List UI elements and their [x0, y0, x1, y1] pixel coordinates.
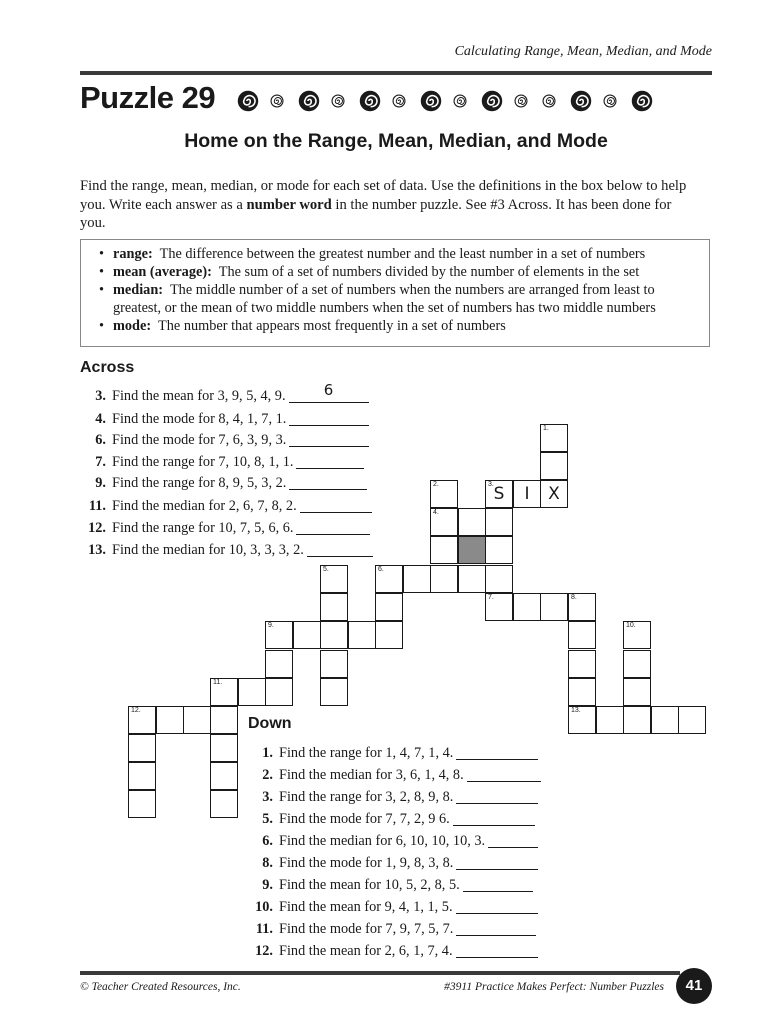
grid-cell[interactable]	[128, 790, 156, 818]
grid-cell[interactable]	[540, 480, 568, 508]
grid-cell[interactable]	[430, 565, 458, 593]
definition-item	[99, 317, 703, 335]
grid-cell[interactable]	[678, 706, 706, 734]
grid-cell[interactable]	[320, 621, 348, 649]
across-clue-13	[80, 541, 373, 559]
grid-cell[interactable]	[513, 480, 541, 508]
down-heading: Down	[248, 715, 292, 732]
clue-text: Find the median for 2, 6, 7, 8, 2.	[112, 498, 297, 514]
grid-cell[interactable]	[623, 621, 651, 649]
grid-cell[interactable]	[623, 678, 651, 706]
clue-number: 12.	[88, 520, 106, 536]
clue-number: 8.	[262, 855, 273, 871]
down-clue-2	[252, 766, 541, 784]
definition-text: The difference between the greatest number and the least number in a set of numbers	[159, 246, 646, 262]
clue-number: 2.	[262, 767, 273, 783]
clue-text: Find the mean for 9, 4, 1, 1, 5.	[279, 899, 453, 915]
across-clue-11	[80, 497, 372, 515]
clue-number: 1.	[262, 745, 273, 761]
swirl-large-icon	[631, 90, 653, 112]
definition-text: The middle number of a set of numbers when the numbers are arranged from least to greatest, or the mean of two middle numbers when the set of numbers has two middle numbers	[113, 282, 656, 316]
clue-number: 11.	[88, 498, 106, 514]
grid-cell[interactable]	[485, 536, 513, 564]
down-clue-12	[252, 942, 538, 960]
answer-blank[interactable]	[456, 942, 538, 958]
answer-blank[interactable]	[456, 898, 538, 914]
down-clue-9	[252, 876, 533, 894]
grid-cell[interactable]	[320, 650, 348, 678]
grid-cell[interactable]	[568, 678, 596, 706]
swirl-large-icon	[570, 90, 592, 112]
across-clue-4	[80, 410, 369, 428]
swirl-large-icon	[237, 90, 259, 112]
grid-cell[interactable]	[128, 706, 156, 734]
down-clue-6	[252, 832, 538, 850]
clue-number: 5.	[262, 811, 273, 827]
clue-text: Find the mean for 10, 5, 2, 8, 5.	[279, 877, 460, 893]
running-head: Calculating Range, Mean, Median, and Mode	[454, 44, 712, 59]
grid-cell[interactable]	[210, 734, 238, 762]
grid-cell[interactable]	[458, 508, 486, 536]
cell-number: 13.	[571, 707, 581, 714]
cell-number: 12.	[131, 707, 141, 714]
clue-number: 3.	[95, 388, 106, 404]
answer-blank[interactable]	[307, 541, 373, 557]
instructions-text-1: Find the range, mean, median, or mode for each set of data. Use the definitions in the box below to help you. Write each answer as a	[80, 178, 687, 213]
across-clue-12	[80, 519, 370, 537]
clue-text: Find the mean for 2, 6, 1, 7, 4.	[279, 943, 453, 959]
answer-blank[interactable]	[453, 810, 535, 826]
definitions-box	[80, 239, 710, 347]
grid-cell[interactable]	[238, 678, 266, 706]
definition-term: range:	[113, 246, 153, 262]
grid-cell[interactable]	[623, 706, 651, 734]
clue-text: Find the mode for 7, 7, 2, 9 6.	[279, 811, 450, 827]
grid-cell[interactable]	[375, 621, 403, 649]
answer-blank[interactable]	[289, 431, 369, 447]
grid-cell[interactable]	[375, 565, 403, 593]
grid-cell[interactable]	[568, 621, 596, 649]
clue-text: Find the mean for 3, 9, 5, 4, 9.	[112, 388, 286, 404]
across-clue-6	[80, 431, 369, 449]
grid-cell[interactable]	[403, 565, 431, 593]
cell-letter: I	[524, 484, 530, 504]
clue-text: Find the range for 7, 10, 8, 1, 1.	[112, 454, 294, 470]
shaded-cell	[458, 536, 486, 564]
clue-number: 9.	[95, 475, 106, 491]
grid-cell[interactable]	[458, 565, 486, 593]
answer-blank[interactable]	[289, 381, 369, 403]
swirl-small-icon	[603, 94, 617, 108]
grid-cell[interactable]	[540, 593, 568, 621]
definition-term: mode:	[113, 318, 152, 334]
top-rule	[80, 71, 712, 75]
answer-blank[interactable]	[300, 497, 372, 513]
down-clue-8	[252, 854, 538, 872]
grid-cell[interactable]	[320, 565, 348, 593]
definition-item	[99, 263, 703, 281]
cell-number: 3.	[488, 481, 494, 488]
answer-blank[interactable]	[289, 474, 367, 490]
down-clue-10	[252, 898, 538, 916]
clue-number: 6.	[95, 432, 106, 448]
down-clue-11	[252, 920, 536, 938]
grid-cell[interactable]	[540, 452, 568, 480]
cell-number: 1.	[543, 425, 549, 432]
instructions	[80, 177, 695, 233]
grid-cell[interactable]	[540, 424, 568, 452]
answer-blank[interactable]	[488, 832, 538, 848]
grid-cell[interactable]	[513, 593, 541, 621]
down-clue-1	[252, 744, 538, 762]
definitions-list	[81, 240, 709, 335]
grid-cell[interactable]	[568, 706, 596, 734]
page-subtitle: Home on the Range, Mean, Median, and Mode	[184, 130, 608, 152]
answer-blank[interactable]	[296, 453, 364, 469]
grid-cell[interactable]	[568, 593, 596, 621]
grid-cell[interactable]	[210, 706, 238, 734]
cell-number: 11.	[213, 679, 223, 686]
cell-number: 4.	[433, 509, 439, 516]
cell-letter: S	[493, 484, 505, 504]
answer-blank[interactable]	[456, 920, 536, 936]
swirl-large-icon	[481, 90, 503, 112]
grid-cell[interactable]	[128, 762, 156, 790]
grid-cell[interactable]	[348, 621, 376, 649]
grid-cell[interactable]	[568, 650, 596, 678]
clue-number: 13.	[88, 542, 106, 558]
swirl-small-icon	[453, 94, 467, 108]
cell-letter: X	[548, 484, 560, 504]
clue-number: 12.	[255, 943, 273, 959]
answer-blank[interactable]	[456, 854, 538, 870]
grid-cell[interactable]	[183, 706, 211, 734]
grid-cell[interactable]	[210, 762, 238, 790]
swirl-small-icon	[331, 94, 345, 108]
grid-cell[interactable]	[651, 706, 679, 734]
book-code: #3911 Practice Makes Perfect: Number Puzzles	[444, 981, 664, 993]
answer-blank[interactable]	[463, 876, 533, 892]
cell-number: 9.	[268, 622, 274, 629]
answer-blank[interactable]	[456, 744, 538, 760]
grid-cell[interactable]	[485, 593, 513, 621]
swirl-small-icon	[514, 94, 528, 108]
grid-cell[interactable]	[430, 508, 458, 536]
grid-cell[interactable]	[265, 650, 293, 678]
clue-number: 4.	[95, 411, 106, 427]
answer-blank[interactable]	[467, 766, 541, 782]
swirl-large-icon	[420, 90, 442, 112]
across-clue-9	[80, 474, 367, 492]
grid-cell[interactable]	[430, 480, 458, 508]
swirl-large-icon	[359, 90, 381, 112]
clue-number: 3.	[262, 789, 273, 805]
grid-cell[interactable]	[128, 734, 156, 762]
definition-item	[99, 281, 703, 317]
across-clue-3	[80, 381, 369, 405]
clue-text: Find the median for 6, 10, 10, 10, 3.	[279, 833, 486, 849]
grid-cell[interactable]	[293, 621, 321, 649]
clue-text: Find the range for 10, 7, 5, 6, 6.	[112, 520, 294, 536]
swirl-large-icon	[298, 90, 320, 112]
cell-number: 5.	[323, 566, 329, 573]
cell-number: 2.	[433, 481, 439, 488]
swirl-small-icon	[542, 94, 556, 108]
clue-text: Find the mode for 7, 9, 7, 5, 7.	[279, 921, 454, 937]
swirl-small-icon	[392, 94, 406, 108]
cell-number: 10.	[626, 622, 636, 629]
grid-cell[interactable]	[485, 565, 513, 593]
definition-text: The sum of a set of numbers divided by the number of elements in the set	[218, 264, 640, 280]
answer-blank[interactable]	[296, 519, 370, 535]
grid-cell[interactable]	[485, 480, 513, 508]
instructions-bold: number word	[246, 196, 332, 213]
clue-text: Find the median for 10, 3, 3, 3, 2.	[112, 542, 304, 558]
cell-number: 8.	[571, 594, 577, 601]
grid-cell[interactable]	[210, 790, 238, 818]
copyright: © Teacher Created Resources, Inc.	[80, 981, 241, 993]
clue-number: 10.	[255, 899, 273, 915]
definition-term: median:	[113, 282, 164, 298]
definition-term: mean (average):	[113, 264, 212, 280]
handwritten-answer: 6	[323, 381, 334, 399]
clue-text: Find the mode for 7, 6, 3, 9, 3.	[112, 432, 287, 448]
instructions-text-2: in the number puzzle. See #3 Across. It has been done for you.	[80, 196, 672, 231]
page-number-badge: 41	[676, 968, 712, 1004]
bottom-rule	[80, 971, 680, 975]
grid-cell[interactable]	[156, 706, 184, 734]
definition-item	[99, 245, 703, 263]
definition-text: The number that appears most frequently in a set of numbers	[158, 318, 506, 334]
answer-blank[interactable]	[456, 788, 538, 804]
grid-cell[interactable]	[375, 593, 403, 621]
down-clue-3	[252, 788, 538, 806]
grid-cell[interactable]	[430, 536, 458, 564]
clue-number: 7.	[95, 454, 106, 470]
across-clue-7	[80, 453, 364, 471]
grid-cell[interactable]	[485, 508, 513, 536]
clue-text: Find the range for 3, 2, 8, 9, 8.	[279, 789, 454, 805]
grid-cell[interactable]	[320, 678, 348, 706]
grid-cell[interactable]	[210, 678, 238, 706]
cell-number: 7.	[488, 594, 494, 601]
decorative-swirls	[237, 90, 664, 114]
grid-cell[interactable]	[320, 593, 348, 621]
clue-text: Find the range for 8, 9, 5, 3, 2.	[112, 475, 287, 491]
answer-blank[interactable]	[289, 410, 369, 426]
cell-number: 6.	[378, 566, 384, 573]
across-heading: Across	[80, 359, 135, 376]
clue-text: Find the mode for 1, 9, 8, 3, 8.	[279, 855, 454, 871]
grid-cell[interactable]	[596, 706, 624, 734]
swirl-small-icon	[270, 94, 284, 108]
grid-cell[interactable]	[623, 650, 651, 678]
puzzle-title: Puzzle 29	[80, 80, 216, 115]
clue-text: Find the mode for 8, 4, 1, 7, 1.	[112, 411, 287, 427]
clue-text: Find the median for 3, 6, 1, 4, 8.	[279, 767, 464, 783]
clue-number: 6.	[262, 833, 273, 849]
clue-text: Find the range for 1, 4, 7, 1, 4.	[279, 745, 454, 761]
grid-cell[interactable]	[265, 621, 293, 649]
grid-cell[interactable]	[265, 678, 293, 706]
clue-number: 9.	[262, 877, 273, 893]
down-clue-5	[252, 810, 535, 828]
clue-number: 11.	[255, 921, 273, 937]
